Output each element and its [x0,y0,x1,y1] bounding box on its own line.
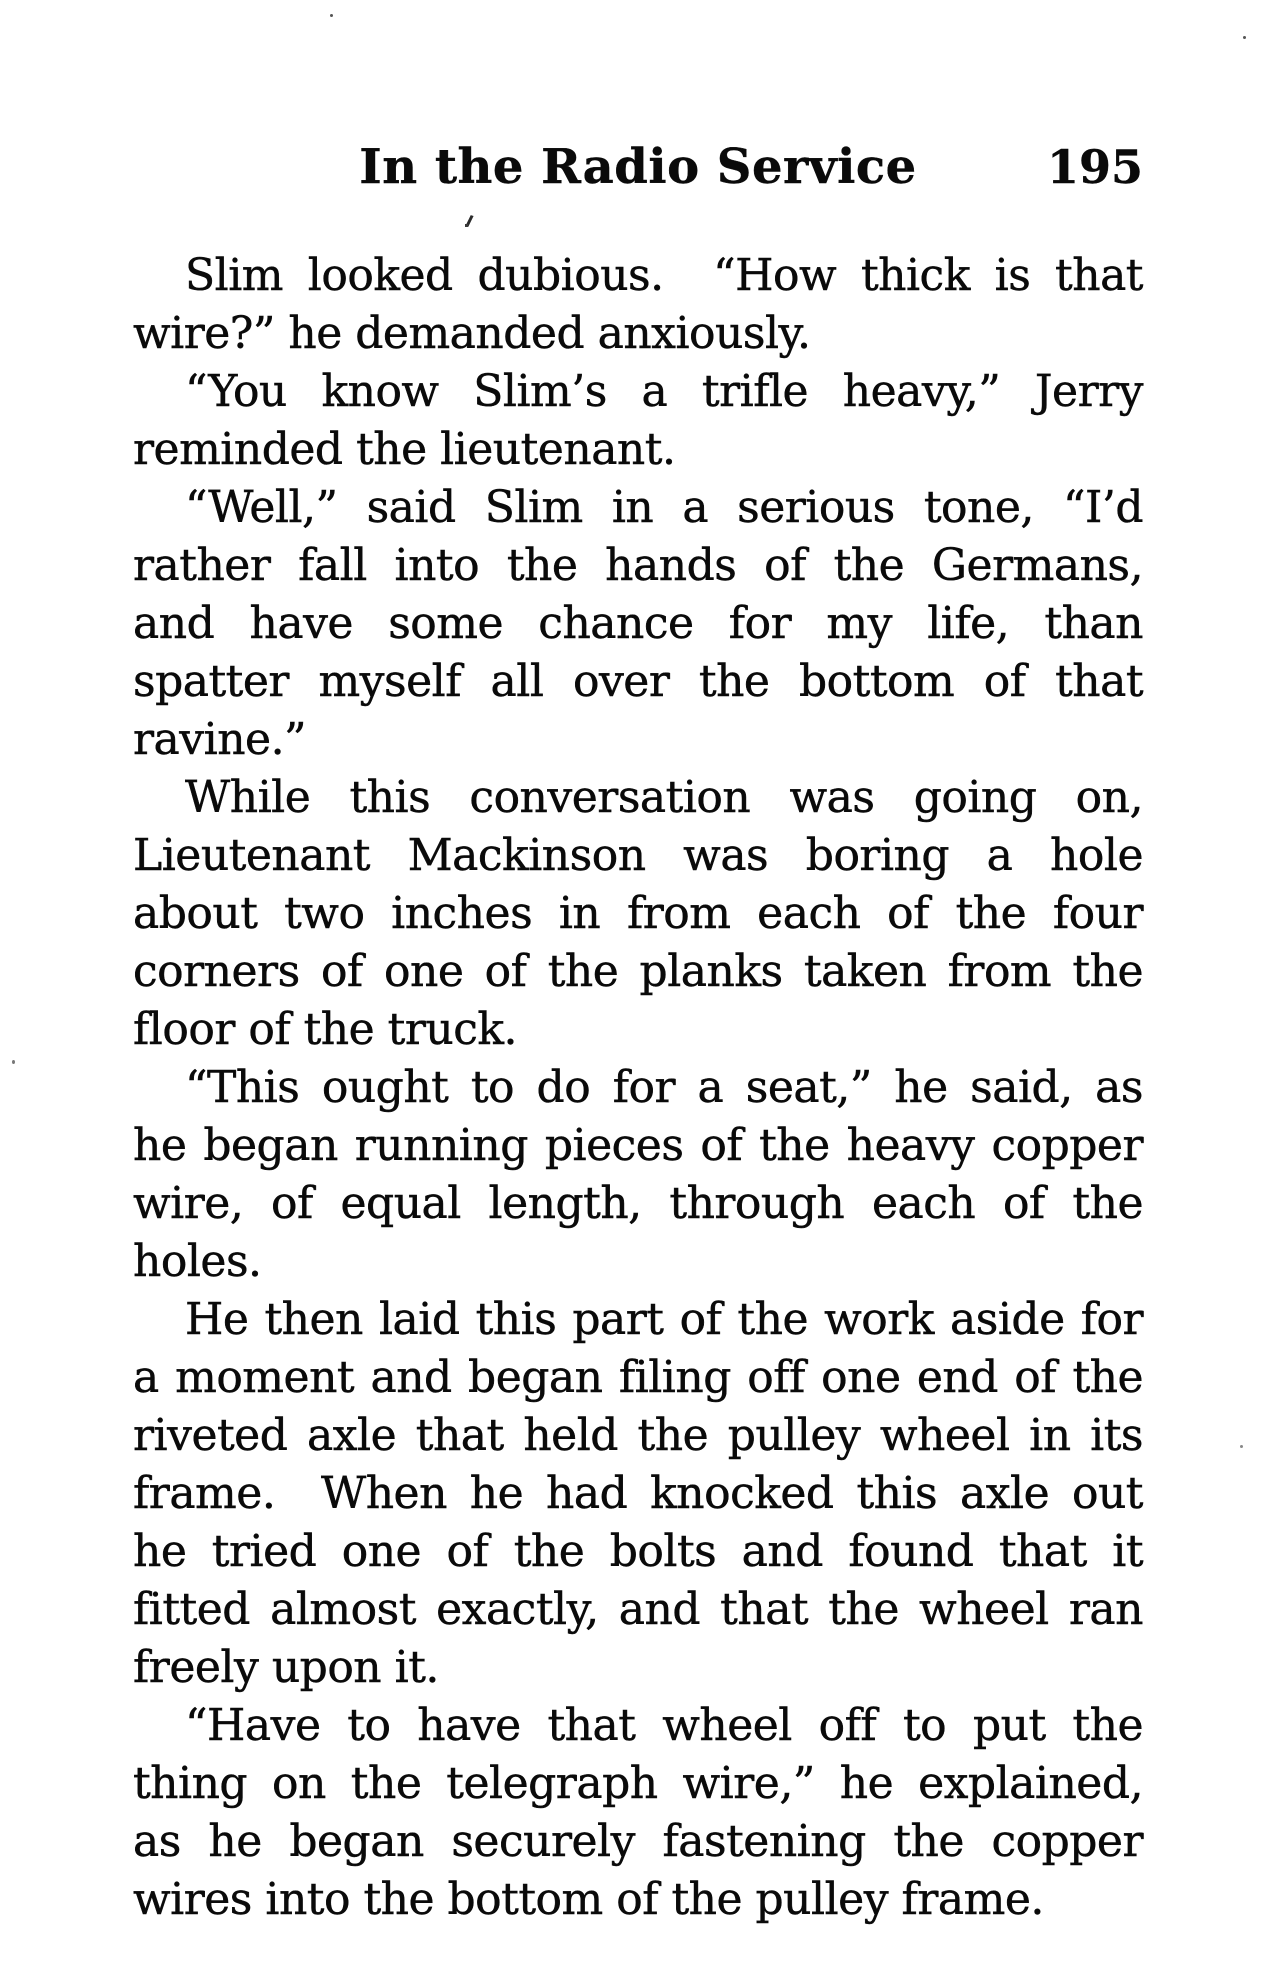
scan-speck [330,14,333,17]
page-body [133,247,1143,1929]
paragraph [133,1697,1143,1929]
text-line: reminded the lieutenant. [133,424,676,475]
text-line: “Well,” said Slim in a serious tone, “I’d [185,482,1143,533]
paragraph [133,1291,1143,1697]
scan-speck [1240,1445,1243,1448]
text-line: Lieutenant Mackinson was boring a hole [133,830,1143,881]
scan-artifact [464,214,474,229]
page-number: 195 [1046,140,1143,194]
text-line: a moment and began filing off one end of the [133,1352,1143,1403]
text-line: as he began securely fastening the copper [133,1816,1143,1867]
text-line: Slim looked dubious. “How thick is that [185,250,1143,301]
text-line: thing on the telegraph wire,” he explained, [133,1758,1143,1809]
text-line: “This ought to do for a seat,” he said, as [185,1062,1143,1113]
text-line: rather fall into the hands of the Germans, [133,540,1143,591]
text-line: he tried one of the bolts and found that it [133,1526,1143,1577]
text-line: riveted axle that held the pulley wheel in its [133,1410,1143,1461]
text-line: He then laid this part of the work aside for [185,1294,1143,1345]
scan-speck [1243,36,1246,39]
text-line: ravine.” [133,714,307,765]
text-line: fitted almost exactly, and that the wheel ran [133,1584,1143,1635]
text-line: wire, of equal length, through each of the [133,1178,1143,1229]
text-line: frame. When he had knocked this axle out [133,1468,1143,1519]
text-line: freely upon it. [133,1642,439,1693]
paragraph [133,247,1143,363]
text-line: he began running pieces of the heavy copper [133,1120,1143,1171]
scan-speck [12,1060,15,1064]
text-line: wire?” he demanded anxiously. [133,308,811,359]
text-line: corners of one of the planks taken from the [133,946,1143,997]
text-line: about two inches in from each of the four [133,888,1143,939]
text-line: “Have to have that wheel off to put the [185,1700,1143,1751]
text-line: While this conversation was going on, [185,772,1143,823]
paragraph [133,363,1143,479]
text-line: spatter myself all over the bottom of that [133,656,1143,707]
paragraph [133,479,1143,769]
paragraph [133,769,1143,1059]
text-line: and have some chance for my life, than [133,598,1143,649]
text-line: “You know Slim’s a trifle heavy,” Jerry [185,366,1143,417]
running-title: In the Radio Service [359,139,917,195]
page-header [133,138,1143,196]
text-line: holes. [133,1236,262,1287]
paragraph [133,1059,1143,1291]
text-line: floor of the truck. [133,1004,518,1055]
text-line: wires into the bottom of the pulley frame. [133,1874,1044,1925]
